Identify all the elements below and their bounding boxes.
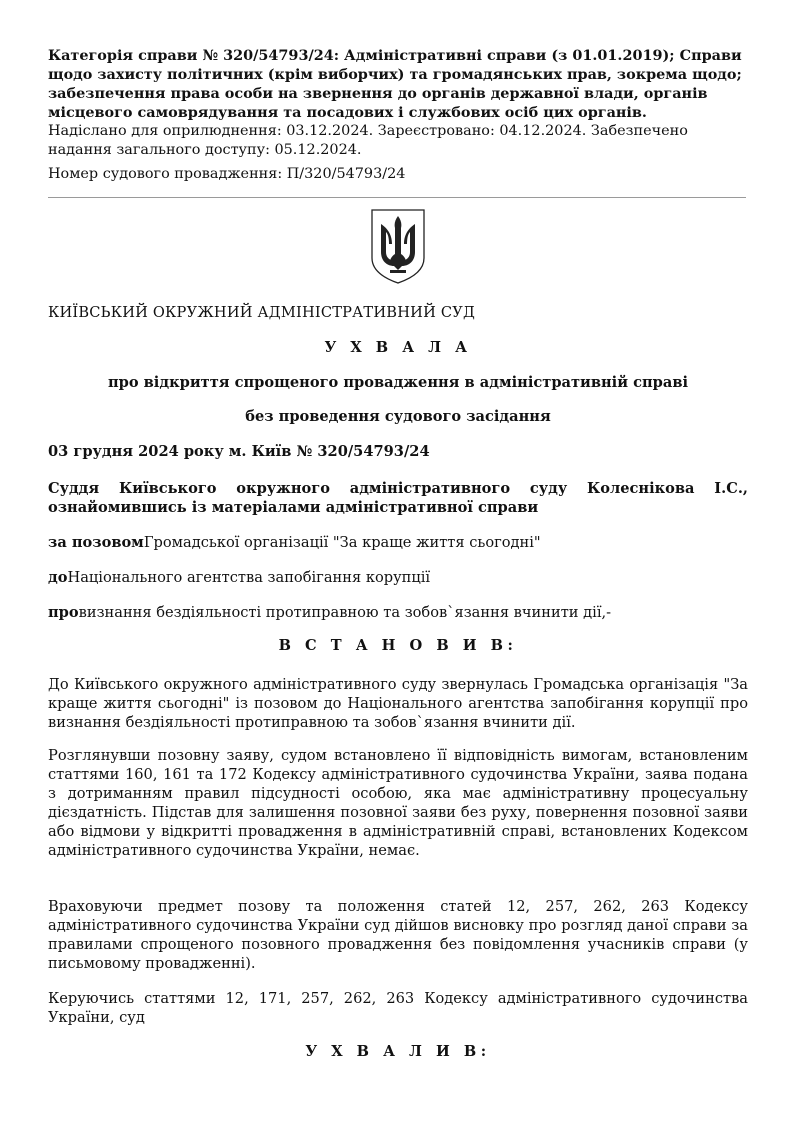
paragraph-2: Розглянувши позовну заяву, судом встановлено її відповідність вимогам, встановленим статтями 160, 161 та 172 Кодексу адміністративного судочинства України, заява подана з дотриманням правил підсудності особою, яка має адміністративну процесуальну дієздатність. Підстав для залишення позовної заяви без руху, повернення позовної заяви або відмови у відкритті провадження в адміністративній справі, встановлених Кодексом адміністративного судочинства України, немає. bbox=[48, 747, 748, 859]
subject-line bbox=[48, 603, 748, 622]
date-place-line: 03 грудня 2024 року м. Київ № 320/54793/24 bbox=[48, 443, 430, 460]
paragraph-3: Враховуючи предмет позову та положення статей 12, 257, 262, 263 Кодексу адміністративного судочинства України суд дійшов висновку про розгляд даної справи за правилами спрощеного позовного провадження без повідомлення учасників справи (у письмовому провадженні). bbox=[48, 898, 748, 972]
ruled-heading: У Х В А Л И В: bbox=[305, 1043, 491, 1060]
subject-value: визнання бездіяльності протиправною та зобов`язання вчинити дії,- bbox=[78, 604, 612, 621]
proceeding-number: Номер судового провадження: П/320/54793/24 bbox=[48, 166, 406, 182]
paragraph-1: До Київського окружного адміністративного суду звернулась Громадська організація "За краще життя сьогодні" із позовом до Національного агентства запобігання корупції про визнання бездіяльності протиправною та зобов`язання вчинити дії. bbox=[48, 676, 748, 731]
judge-intro: Суддя Київського окружного адміністративного суду Колеснікова І.С., ознайомившись із матеріалами адміністративної справи bbox=[48, 480, 748, 516]
publication-dates: Надіслано для оприлюднення: 03.12.2024. Зареєстровано: 04.12.2024. Забезпечено надання загального доступу: 05.12.2024. bbox=[48, 123, 688, 158]
ukraine-coat-of-arms-icon bbox=[368, 206, 428, 286]
header-divider bbox=[48, 197, 746, 198]
claim-value: Громадської організації "За краще життя сьогодні" bbox=[143, 534, 541, 551]
document-title: У Х В А Л А bbox=[324, 339, 472, 356]
paragraph-4: Керуючись статтями 12, 171, 257, 262, 263 Кодексу адміністративного судочинства України, суд bbox=[48, 990, 748, 1026]
defendant-label: до bbox=[48, 569, 68, 586]
subject-label: про bbox=[48, 604, 79, 621]
claim-label: за позовом bbox=[48, 534, 144, 551]
case-category: Категорія справи № 320/54793/24: Адміністративні справи (з 01.01.2019); Справи щодо захисту політичних (крім виборчих) та громадянських прав, зокрема щодо; забезпечення права особи на звернення до органів державної влади, органів місцевого самоврядування та посадових і службових осіб цих органів. bbox=[48, 47, 742, 121]
established-heading: В С Т А Н О В И В: bbox=[278, 637, 518, 654]
defendant-value: Національного агентства запобігання корупції bbox=[67, 569, 431, 586]
defendant-line bbox=[48, 568, 748, 587]
document-subtitle-1: про відкриття спрощеного провадження в адміністративній справі bbox=[107, 374, 689, 391]
document-header bbox=[48, 46, 748, 184]
claim-line bbox=[48, 533, 748, 552]
document-subtitle-2: без проведення судового засідання bbox=[245, 408, 551, 425]
court-name: КИЇВСЬКИЙ ОКРУЖНИЙ АДМІНІСТРАТИВНИЙ СУД bbox=[48, 304, 476, 321]
